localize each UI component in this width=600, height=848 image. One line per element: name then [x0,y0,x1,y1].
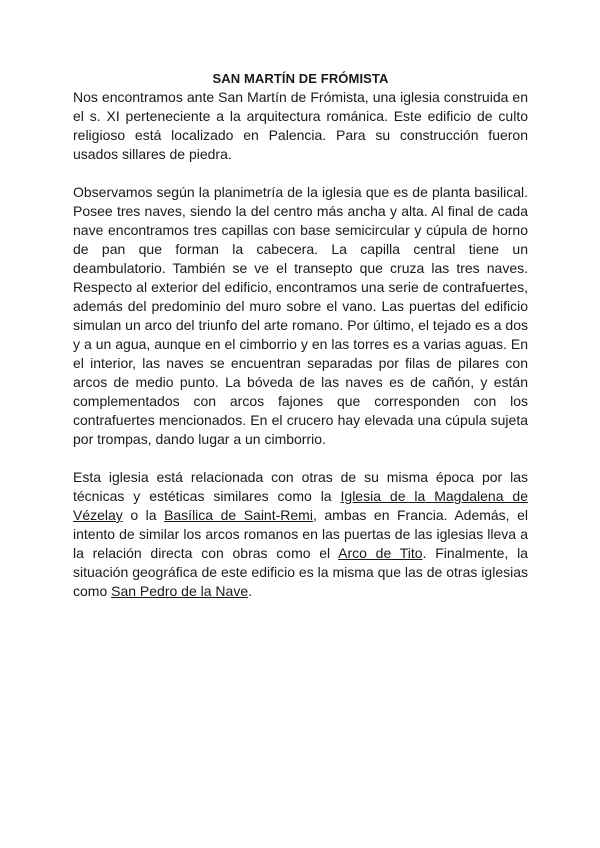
paragraph-spacer [73,164,528,183]
paragraph-spacer [73,449,528,468]
relations-text-5: . [248,583,252,599]
link-arco-de-tito[interactable]: Arco de Tito [338,545,423,561]
link-san-pedro-de-la-nave[interactable]: San Pedro de la Nave [111,583,249,599]
link-magdalena-vezelay[interactable]: Iglesia de la Magdalena de Vézelay [73,488,528,523]
relations-text-1: Esta iglesia está relacionada con otras de su misma época por las técnicas y estéticas similares como la [73,469,528,504]
paragraph-relations [73,468,528,601]
link-basilica-saint-remi[interactable]: Basílica de Saint-Remi [164,507,313,523]
document-page [73,70,528,601]
relations-text-2: o la [122,507,165,523]
document-title: SAN MARTÍN DE FRÓMISTA [212,71,389,86]
relations-text-3: , ambas en Francia. Además, el intento de similar los arcos romanos en las puertas de las iglesias lleva a la relación directa con obras como el [73,507,528,561]
paragraph-architecture: Observamos según la planimetría de la iglesia que es de planta basilical. Posee tres naves, siendo la del centro más ancha y alta. Al final de cada nave encontramos tres capillas con base semicircular y cúpula de horno de pan que forman la cabecera. La capilla central tiene un deambulatorio. También se ve el transepto que cruza las tres naves. Respecto al exterior del edificio, encontramos una serie de contrafuertes, además del predominio del muro sobre el vano. Las puertas del edificio simulan un arco del triunfo del arte romano. Por último, el tejado es a dos y a un agua, aunque en el cimborrio y en las torres es a varias aguas. En el interior, las naves se encuentran separadas por filas de pilares con arcos de medio punto. La bóveda de las naves es de cañón, y están complementados con arcos fajones que corresponden con los contrafuertes mencionados. En el crucero hay elevada una cúpula sujeta por trompas, dando lugar a un cimborrio. [73,184,528,447]
paragraph-introduction: Nos encontramos ante San Martín de Frómista, una iglesia construida en el s. XI perteneciente a la arquitectura románica. Este edificio de culto religioso está localizado en Palencia. Para su construcción fueron usados sillares de piedra. [73,89,528,162]
relations-text-4: . Finalmente, la situación geográfica de este edificio es la misma que las de otras iglesias como [73,545,528,599]
